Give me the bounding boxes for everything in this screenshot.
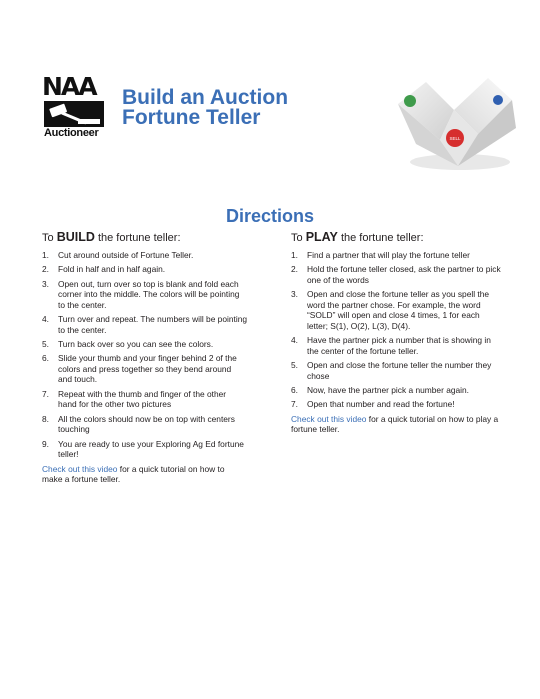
build-step	[42, 414, 247, 435]
build-steps-list	[42, 250, 247, 460]
build-heading	[42, 230, 247, 244]
step-text: All the colors should now be on top with centers touching	[58, 413, 235, 435]
play-heading-bold: PLAY	[305, 230, 338, 244]
step-text: You are ready to use your Exploring Ag Ed fortune teller!	[58, 438, 244, 460]
step-number: 3.	[291, 289, 298, 300]
step-text: Open out, turn over so top is blank and fold each corner into the middle. The colors will be pointing to the center.	[58, 278, 240, 310]
play-steps-list	[291, 250, 501, 410]
build-video-note	[42, 464, 247, 485]
gavel-icon	[44, 101, 104, 127]
build-step	[42, 279, 247, 311]
title-line-1: Build an Auction	[122, 86, 289, 109]
step-text: Have the partner pick a number that is showing in the center of the fortune teller.	[307, 335, 491, 356]
play-step	[291, 399, 501, 410]
build-section	[42, 230, 247, 485]
build-step	[42, 439, 247, 460]
play-heading-pre: To	[291, 232, 306, 244]
build-step	[42, 339, 247, 350]
page-title	[122, 88, 288, 128]
logo-naa-text: NAA	[42, 72, 96, 101]
naa-auctioneer-logo	[42, 74, 106, 144]
build-step	[42, 389, 247, 410]
step-number: 3.	[42, 278, 49, 289]
play-step	[291, 360, 501, 381]
step-number: 7.	[291, 399, 298, 410]
step-text: Find a partner that will play the fortune teller	[307, 250, 470, 260]
step-number: 5.	[291, 360, 298, 371]
step-number: 2.	[42, 264, 49, 275]
build-video-rest: for a quick tutorial on how to make a fortune teller.	[42, 463, 225, 485]
play-step	[291, 264, 501, 285]
step-number: 4.	[291, 335, 298, 346]
title-line-2: Fortune Teller	[122, 106, 261, 129]
logo-auctioneer-text: Auctioneer	[44, 127, 99, 139]
play-video-note	[291, 414, 501, 435]
fortune-teller-illustration	[392, 74, 522, 174]
step-text: Open and close the fortune teller as you spell the word the partner chose. For example, the word “SOLD” will open and close 4 times, 1 for each letter; S(1), O(2), L(3), D(4).	[307, 289, 490, 331]
step-number: 4.	[42, 314, 49, 325]
play-step	[291, 250, 501, 261]
step-number: 6.	[42, 353, 49, 364]
teller-label: SELL	[449, 136, 461, 141]
step-text: Slide your thumb and your finger behind 2 of the colors and press together so they bend around and touch.	[58, 353, 237, 385]
step-text: Turn back over so you can see the colors.	[58, 339, 214, 350]
step-number: 1.	[42, 250, 49, 260]
step-number: 2.	[291, 264, 298, 275]
play-step	[291, 289, 501, 331]
step-text: Turn over and repeat. The numbers will be pointing to the center.	[58, 314, 248, 335]
directions-heading: Directions	[225, 206, 315, 226]
step-number: 5.	[42, 339, 49, 350]
build-step	[42, 250, 247, 261]
step-text: Open that number and read the fortune!	[307, 399, 455, 410]
build-step	[42, 314, 247, 335]
step-text: Fold in half and in half again.	[58, 264, 166, 275]
step-number: 6.	[291, 384, 298, 395]
build-video-link[interactable]: Check out this video	[42, 463, 118, 474]
step-number: 9.	[42, 438, 49, 449]
build-heading-post: the fortune teller:	[94, 232, 181, 244]
play-video-link[interactable]: Check out this video	[291, 413, 367, 424]
build-step	[42, 264, 247, 275]
gavel-graphic	[44, 101, 104, 127]
fortune-teller-graphic	[392, 74, 522, 174]
play-step	[291, 335, 501, 356]
step-text: Hold the fortune teller closed, ask the partner to pick one of the words	[307, 264, 501, 285]
step-text: Repeat with the thumb and finger of the other hand for the other two pictures	[58, 388, 227, 410]
play-heading	[291, 230, 501, 244]
step-text: Open and close the fortune teller the number they chose	[307, 360, 492, 381]
play-heading-post: the fortune teller:	[337, 232, 424, 244]
play-video-rest: for a quick tutorial on how to play a fortune teller.	[291, 413, 499, 435]
play-section	[291, 230, 501, 435]
step-text: Now, have the partner pick a number again.	[307, 384, 470, 395]
build-heading-bold: BUILD	[56, 230, 95, 244]
build-step	[42, 353, 247, 385]
step-number: 8.	[42, 413, 49, 424]
build-heading-pre: To	[42, 232, 57, 244]
play-step	[291, 385, 501, 396]
step-text: Cut around outside of Fortune Teller.	[58, 250, 194, 260]
step-number: 1.	[291, 250, 298, 260]
step-number: 7.	[42, 388, 49, 399]
